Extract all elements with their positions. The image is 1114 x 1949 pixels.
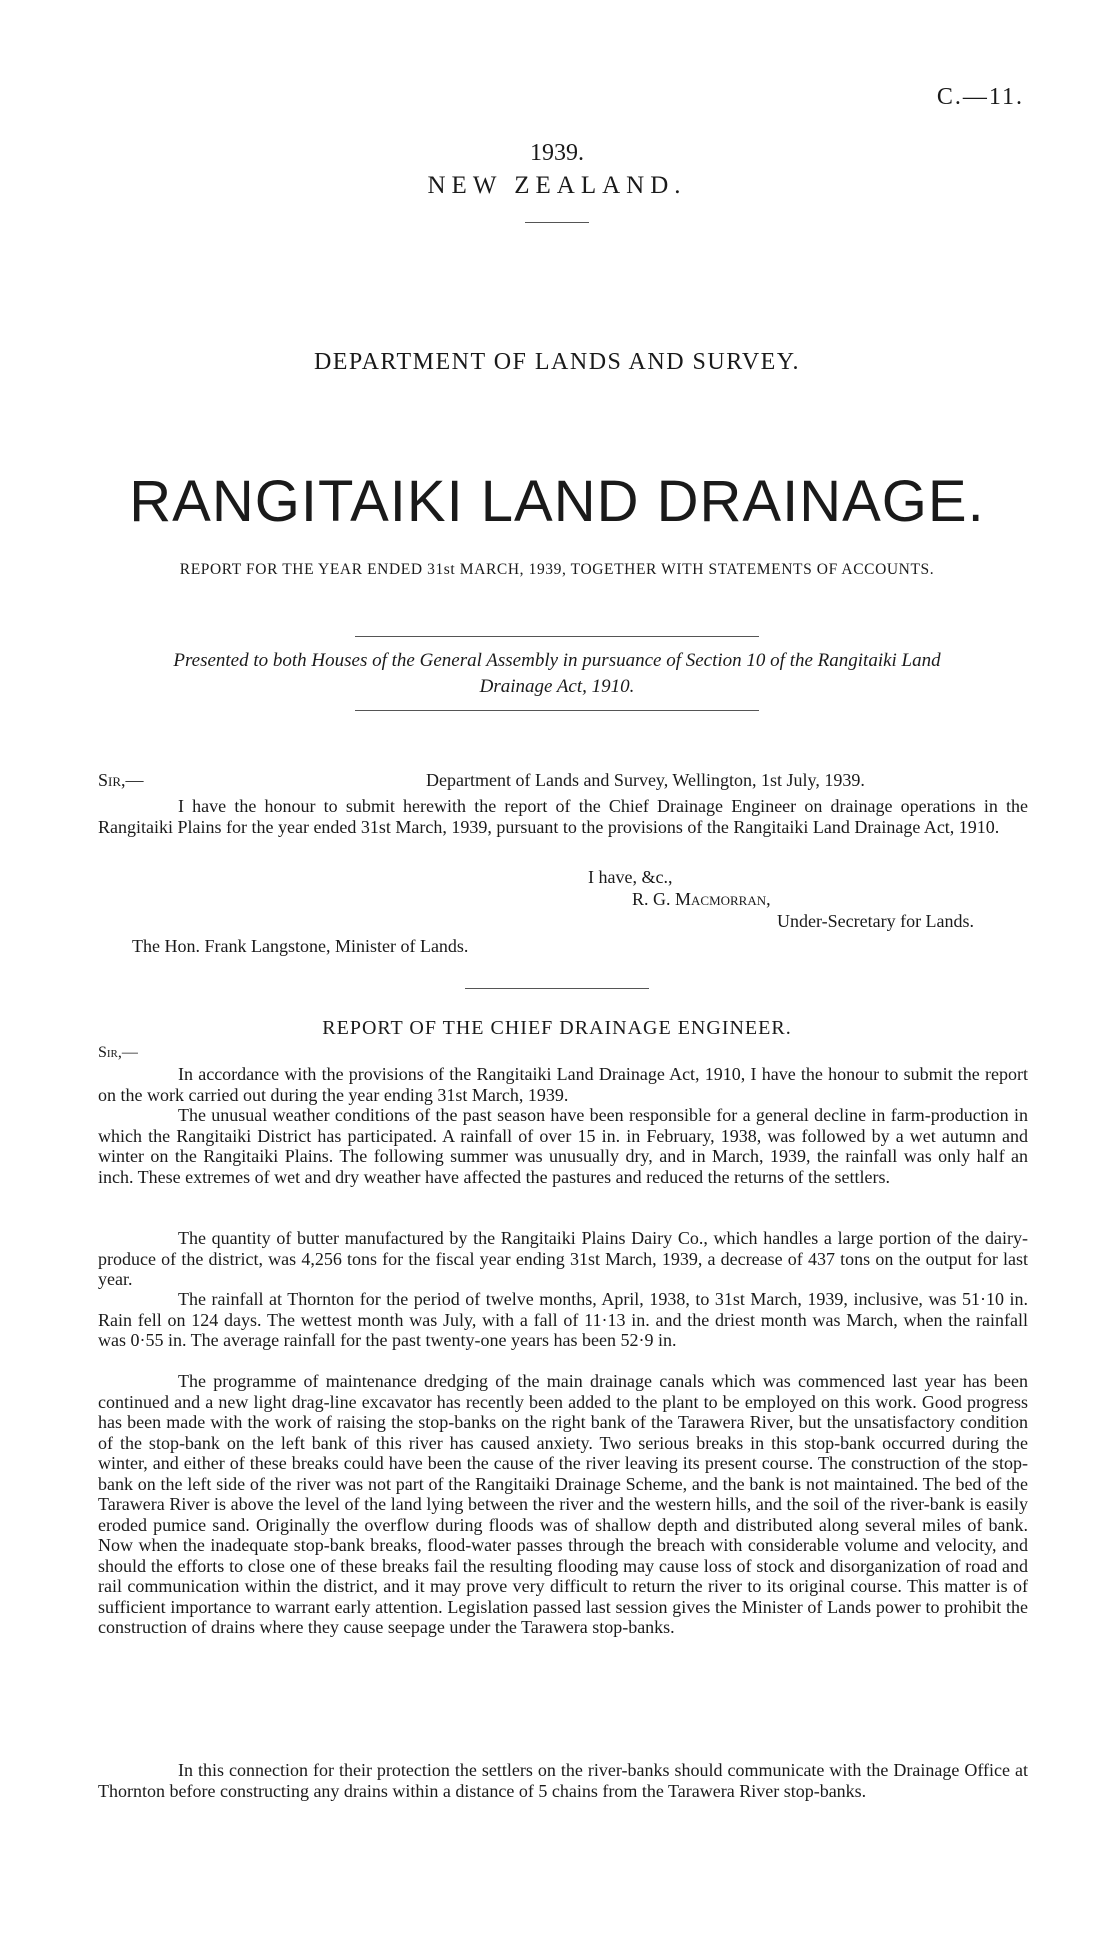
divider <box>465 988 649 989</box>
document-subtitle: REPORT FOR THE YEAR ENDED 31st MARCH, 1939, TOGETHER WITH STATEMENTS OF ACCOUNTS. <box>179 561 935 578</box>
report-paragraph: The unusual weather conditions of the past season have been responsible for a general decline in farm-production in which the Rangitaiki District has participated. A rainfall of over 15 in. in February, 1938, was followed by a wet autumn and winter on the Rangitaiki Plains. The following summer was unusually dry, and in March, 1939, the rainfall was only half an inch. These extremes of wet and dry weather have affected the pastures and reduced the returns of the settlers. <box>98 1105 1028 1187</box>
letter-address: Department of Lands and Survey, Wellington, 1st July, 1939. <box>426 770 865 790</box>
divider <box>355 710 759 711</box>
paper-reference: C.—11. <box>936 84 1024 110</box>
letter-addressee: The Hon. Frank Langstone, Minister of Lands. <box>132 936 469 956</box>
report-paragraph: In accordance with the provisions of the Rangitaiki Land Drainage Act, 1910, I have the honour to submit the report on the work carried out during the year ending 31st March, 1939. <box>98 1064 1028 1105</box>
country-heading: NEW ZEALAND. <box>427 172 687 199</box>
report-salutation: Sir,— <box>98 1044 138 1061</box>
document-title: RANGITAIKI LAND DRAINAGE. <box>129 469 985 534</box>
report-paragraph: The rainfall at Thornton for the period of twelve months, April, 1938, to 31st March, 1939, inclusive, was 51·10 in. Rain fell on 124 days. The wettest month was July, with a fall of 11·13 in. and the driest month was March, when the rainfall was 0·55 in. The average rainfall for the past twenty-one years has been 52·9 in. <box>98 1289 1028 1350</box>
letter-signatory: R. G. Macmorran, <box>632 889 771 909</box>
divider <box>525 222 589 223</box>
divider <box>355 636 759 637</box>
letter-closing: I have, &c., <box>588 867 673 887</box>
report-heading: REPORT OF THE CHIEF DRAINAGE ENGINEER. <box>322 1017 792 1039</box>
letter-salutation: Sir,— <box>98 770 144 790</box>
report-paragraph: The quantity of butter manufactured by the Rangitaiki Plains Dairy Co., which handles a large portion of the dairy-produce of the district, was 4,256 tons for the fiscal year ending 31st March, 1939, a decrease of 437 tons on the output for last year. <box>98 1228 1028 1289</box>
presented-note: Presented to both Houses of the General Assembly in pursuance of Section 10 of the Rangitaiki Land Drainage Act, 1910. <box>173 650 941 697</box>
department-heading: DEPARTMENT OF LANDS AND SURVEY. <box>313 349 801 375</box>
report-paragraph: In this connection for their protection the settlers on the river-banks should communicate with the Drainage Office at Thornton before constructing any drains within a distance of 5 chains from the Tarawera River stop-banks. <box>98 1760 1028 1801</box>
report-paragraph: The programme of maintenance dredging of the main drainage canals which was commenced last year has been continued and a new light drag-line excavator has recently been added to the plant to be employed on this work. Good progress has been made with the work of raising the stop-banks on the right bank of the Tarawera River, but the unsatisfactory condition of the stop-bank on the left bank of this river has caused anxiety. Two serious breaks in this stop-bank occurred during the winter, and either of these breaks could have been the cause of the river leaving its present course. The construction of the stop-bank on the left side of the river was not part of the Rangitaiki Drainage Scheme, and the bank is not maintained. The bed of the Tarawera River is above the level of the land lying between the river and the western hills, and the soil of the river-bank is easily eroded pumice sand. Originally the overflow during floods was of shallow depth and distributed along several miles of bank. Now when the inadequate stop-bank breaks, flood-water passes through the breach with considerable volume and velocity, and should the efforts to close one of these breaks fail the resulting flooding may cause loss of stock and disorganization of road and rail communication within the district, and it may prove very difficult to return the river to its original course. This matter is of sufficient importance to warrant early attention. Legislation passed last session gives the Minister of Lands power to prohibit the construction of drains where they cause seepage under the Tarawera stop-banks. <box>98 1371 1028 1637</box>
letter-body: I have the honour to submit herewith the report of the Chief Drainage Engineer on drainage operations in the Rangitaiki Plains for the year ended 31st March, 1939, pursuant to the provisions of the Rangitaiki Land Drainage Act, 1910. <box>98 796 1028 837</box>
report-year: 1939. <box>530 140 584 166</box>
letter-position: Under-Secretary for Lands. <box>777 911 975 931</box>
